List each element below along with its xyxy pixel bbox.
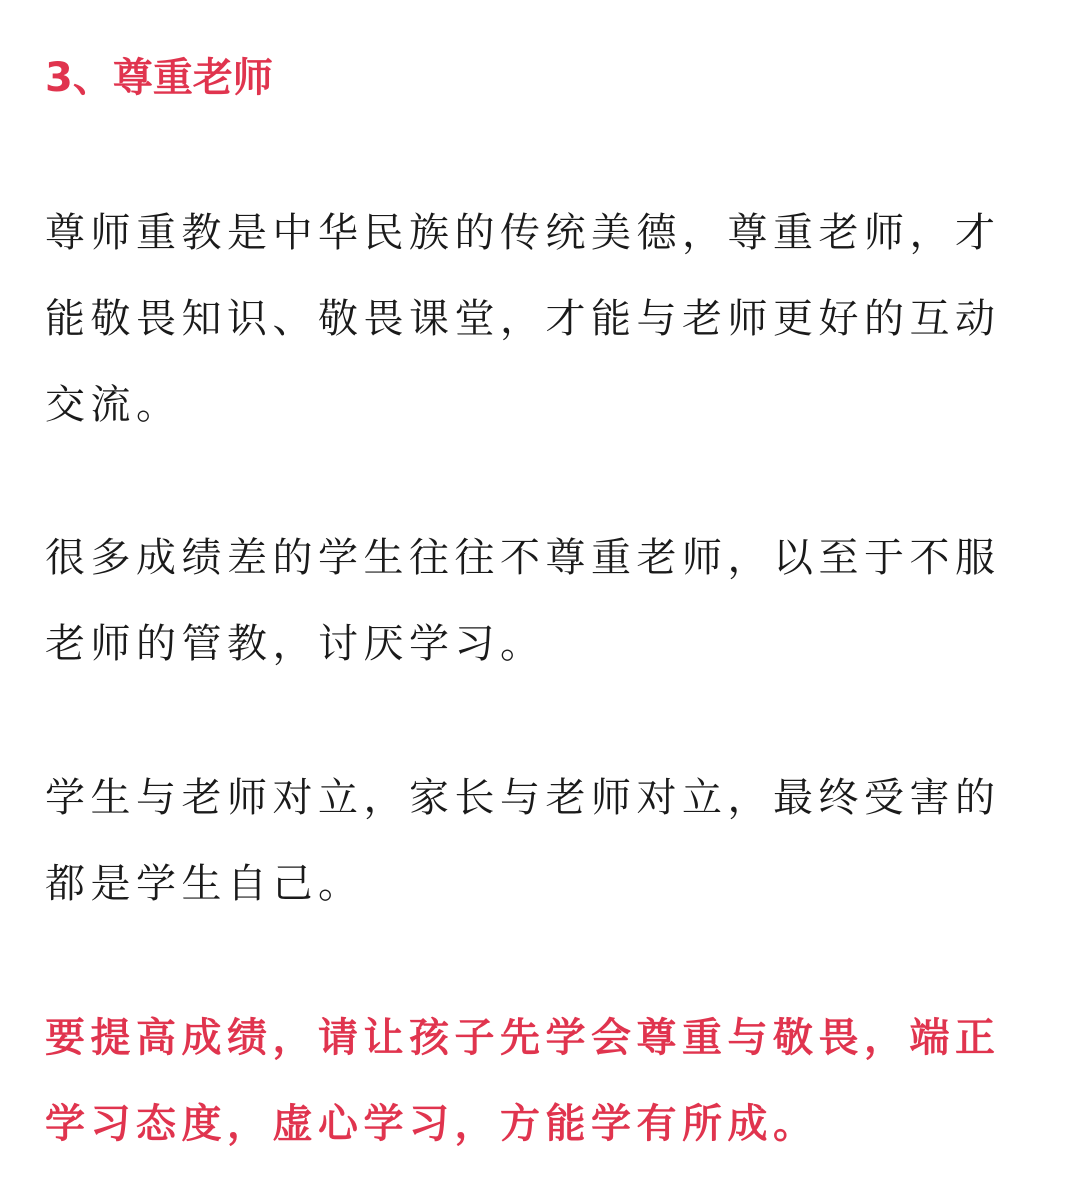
paragraph-line: 要提高成绩，请让孩子先学会尊重与敬畏，端正 xyxy=(45,1015,1001,1061)
paragraph-line: 学习态度，虚心学习，方能学有所成。 xyxy=(45,1101,819,1147)
section-heading: 3、尊重老师 xyxy=(45,55,273,101)
paragraph-line: 很多成绩差的学生往往不尊重老师，以至于不服 xyxy=(45,535,1001,581)
paragraph-confrontation xyxy=(45,755,1035,927)
paragraph-line: 老师的管教，讨厌学习。 xyxy=(45,621,546,667)
paragraph-line: 学生与老师对立，家长与老师对立，最终受害的 xyxy=(45,775,1001,821)
paragraph-respect-tradition xyxy=(45,190,1035,448)
paragraph-line: 能敬畏知识、敬畏课堂，才能与老师更好的互动 xyxy=(45,296,1001,342)
paragraph-line: 都是学生自己。 xyxy=(45,861,364,907)
paragraph-line: 交流。 xyxy=(45,382,182,428)
paragraph-line: 尊师重教是中华民族的传统美德，尊重老师，才 xyxy=(45,210,1001,256)
paragraph-poor-grades xyxy=(45,515,1035,687)
paragraph-emphasis-conclusion xyxy=(45,995,1035,1167)
